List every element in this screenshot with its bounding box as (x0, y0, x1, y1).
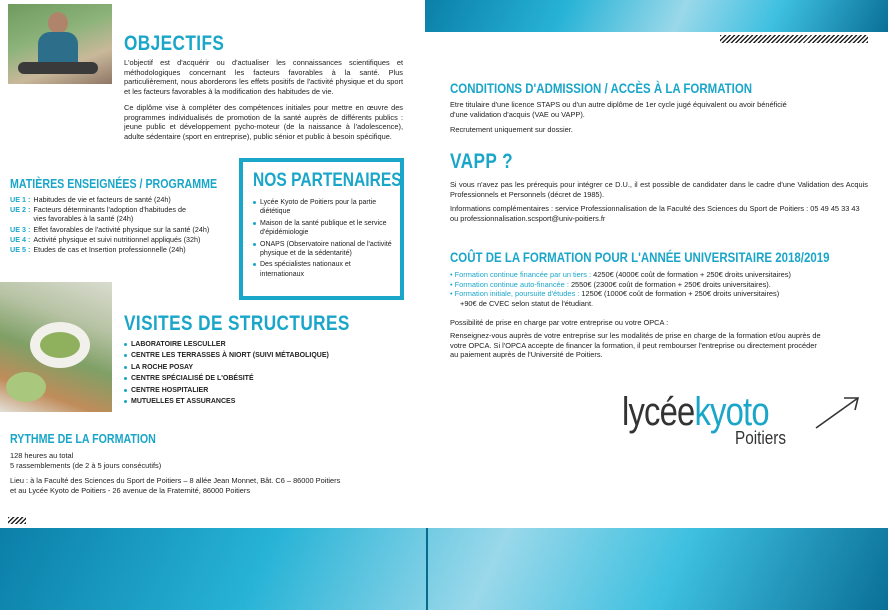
logo-text-kyoto: kyoto (694, 390, 769, 434)
partenaires-box (239, 158, 404, 300)
cout-item: • Formation continue financée par un tiers : 4250€ (4000€ coût de formation + 250€ droits universitaires) (450, 270, 791, 279)
visite-item: CENTRE HOSPITALIER (124, 386, 384, 395)
partenaire-item: Lycée Kyoto de Poitiers pour la partie diététique (253, 198, 393, 217)
objectifs-paragraph-1: L'objectif est d'acquérir ou d'actualiser les connaissances scientifiques et méthodologiques concernant les facteurs favorables à la santé. Plus particulièrement, nous aborderons les effets positifs de l'activité physique et du sport et les facteurs favorables à la modification des habitudes de vie. (124, 58, 403, 96)
cout-title: COÛT DE LA FORMATION POUR L'ANNÉE UNIVERSITAIRE 2018/2019 (450, 249, 830, 265)
conditions-paragraph-2: Recrutement uniquement sur dossier. (450, 125, 573, 134)
visite-item: CENTRE LES TERRASSES À NIORT (SUIVI MÉTABOLIQUE) (124, 351, 384, 360)
arrow-up-right-icon (814, 394, 862, 430)
partenaire-item: ONAPS (Observatoire national de l'activité physique et de la sédentarité) (253, 240, 393, 259)
partenaires-list (253, 198, 393, 279)
ue-item: UE 5 : Etudes de cas et Insertion professionnelle (24h) (10, 245, 186, 255)
partenaire-item: Maison de la santé publique et le service d'épidémiologie (253, 219, 393, 238)
visite-item: CENTRE SPÉCIALISÉ DE L'OBÉSITÉ (124, 374, 384, 383)
visites-title: VISITES DE STRUCTURES (124, 312, 350, 335)
conditions-title: CONDITIONS D'ADMISSION / ACCÈS À LA FORMATION (450, 80, 753, 96)
vapp-title: VAPP ? (450, 150, 514, 173)
objectifs-paragraph-2: Ce diplôme vise à compléter des compétences initiales pour mettre en œuvre des programmes individualisés de promotion de la santé auprès de différents publics : jeune public et développement pycho-moteur (de la naissance à l'adolescence), adulte sédentaire (sport en entreprise), public sénior et public à besoin spécifique. (124, 103, 403, 141)
visites-list (124, 340, 384, 406)
logo-text-lycee: lycée (622, 390, 695, 434)
top-right-band (425, 0, 888, 32)
cout-paragraph-2: Renseignez-vous auprès de votre entreprise sur les modalités de prise en charge de la formation et/ou auprès de votre OPCA. Si l'OPCA accepte de financer la formation, il peut rembourser l'entreprise ou directement procéder au paiement auprès de l'Université de Poitiers. (450, 331, 821, 360)
matieres-list (10, 195, 240, 254)
yoga-photo (8, 4, 112, 84)
top-right-hatch (720, 35, 868, 43)
rythme-line-1: 128 heures au total (10, 451, 74, 460)
ue-item: UE 1 : Habitudes de vie et facteurs de santé (24h) (10, 195, 171, 204)
food-photo (0, 282, 112, 412)
visite-item: LABORATOIRE LESCULLER (124, 340, 384, 349)
matieres-title: MATIÈRES ENSEIGNÉES / PROGRAMME (10, 176, 218, 191)
vapp-paragraph-1: Si vous n'avez pas les prérequis pour intégrer ce D.U., il est possible de candidater dans le cadre d'une Validation des Acquis Professionnels et Personnels (décret de 1985). (450, 180, 868, 199)
cout-item: • Formation continue auto-financée : 2550€ (2300€ coût de formation + 250€ droits universitaires). (450, 279, 771, 289)
cout-item: • Formation initiale, poursuite d'études : 1250€ (1000€ coût de formation + 250€ droits universitaires) (450, 289, 780, 299)
partenaire-item: Des spécialistes nationaux et internationaux (253, 260, 393, 279)
ue-item: UE 4 : Activité physique et suivi nutritionnel appliqués (32h) (10, 234, 201, 244)
partenaires-title: NOS PARTENAIRES (253, 170, 402, 191)
bottom-left-hatch (8, 517, 26, 524)
rythme-line-4: et au Lycée Kyoto de Poitiers - 26 avenue de la Fraternité, 86000 Poitiers (10, 486, 251, 495)
cout-list (450, 270, 868, 308)
visite-item: LA ROCHE POSAY (124, 363, 384, 372)
lycee-kyoto-logo (622, 392, 867, 462)
page-fold (426, 528, 428, 610)
objectifs-title: OBJECTIFS (124, 32, 225, 55)
rythme-title: RYTHME DE LA FORMATION (10, 431, 156, 446)
ue-item: UE 2 : Facteurs déterminants l'adoption d'habitudes de vies favorables à la santé (24h) (10, 205, 186, 224)
ue-item: UE 3 : Effet favorables de l'activité physique sur la santé (24h) (10, 224, 210, 234)
cout-cvec: +90€ de CVEC selon statut de l'étudiant. (460, 298, 594, 308)
cout-paragraph-1: Possibilité de prise en charge par votre entreprise ou votre OPCA : (450, 318, 669, 327)
rythme-line-2: 5 rassemblements (de 2 à 5 jours consécutifs) (10, 461, 162, 470)
conditions-paragraph-1: Etre titulaire d'une licence STAPS ou d'un autre diplôme de 1er cycle jugé équivalent ou avoir bénéficié d'une validation d'acquis (VAE ou VAPP). (450, 100, 787, 119)
visite-item: MUTUELLES ET ASSURANCES (124, 397, 384, 406)
logo-city: Poitiers (735, 428, 787, 448)
vapp-paragraph-2: Informations complémentaires : service Professionnalisation de la Faculté des Sciences du Sport de Poitiers : 05 49 45 33 43 ou professionnalisation.scsport@univ-poitiers.fr (450, 204, 860, 223)
rythme-line-3: Lieu : à la Faculté des Sciences du Sport de Poitiers – 8 allée Jean Monnet, Bât. C6 – 86000 Poitiers (10, 476, 341, 485)
bottom-band (0, 528, 888, 610)
